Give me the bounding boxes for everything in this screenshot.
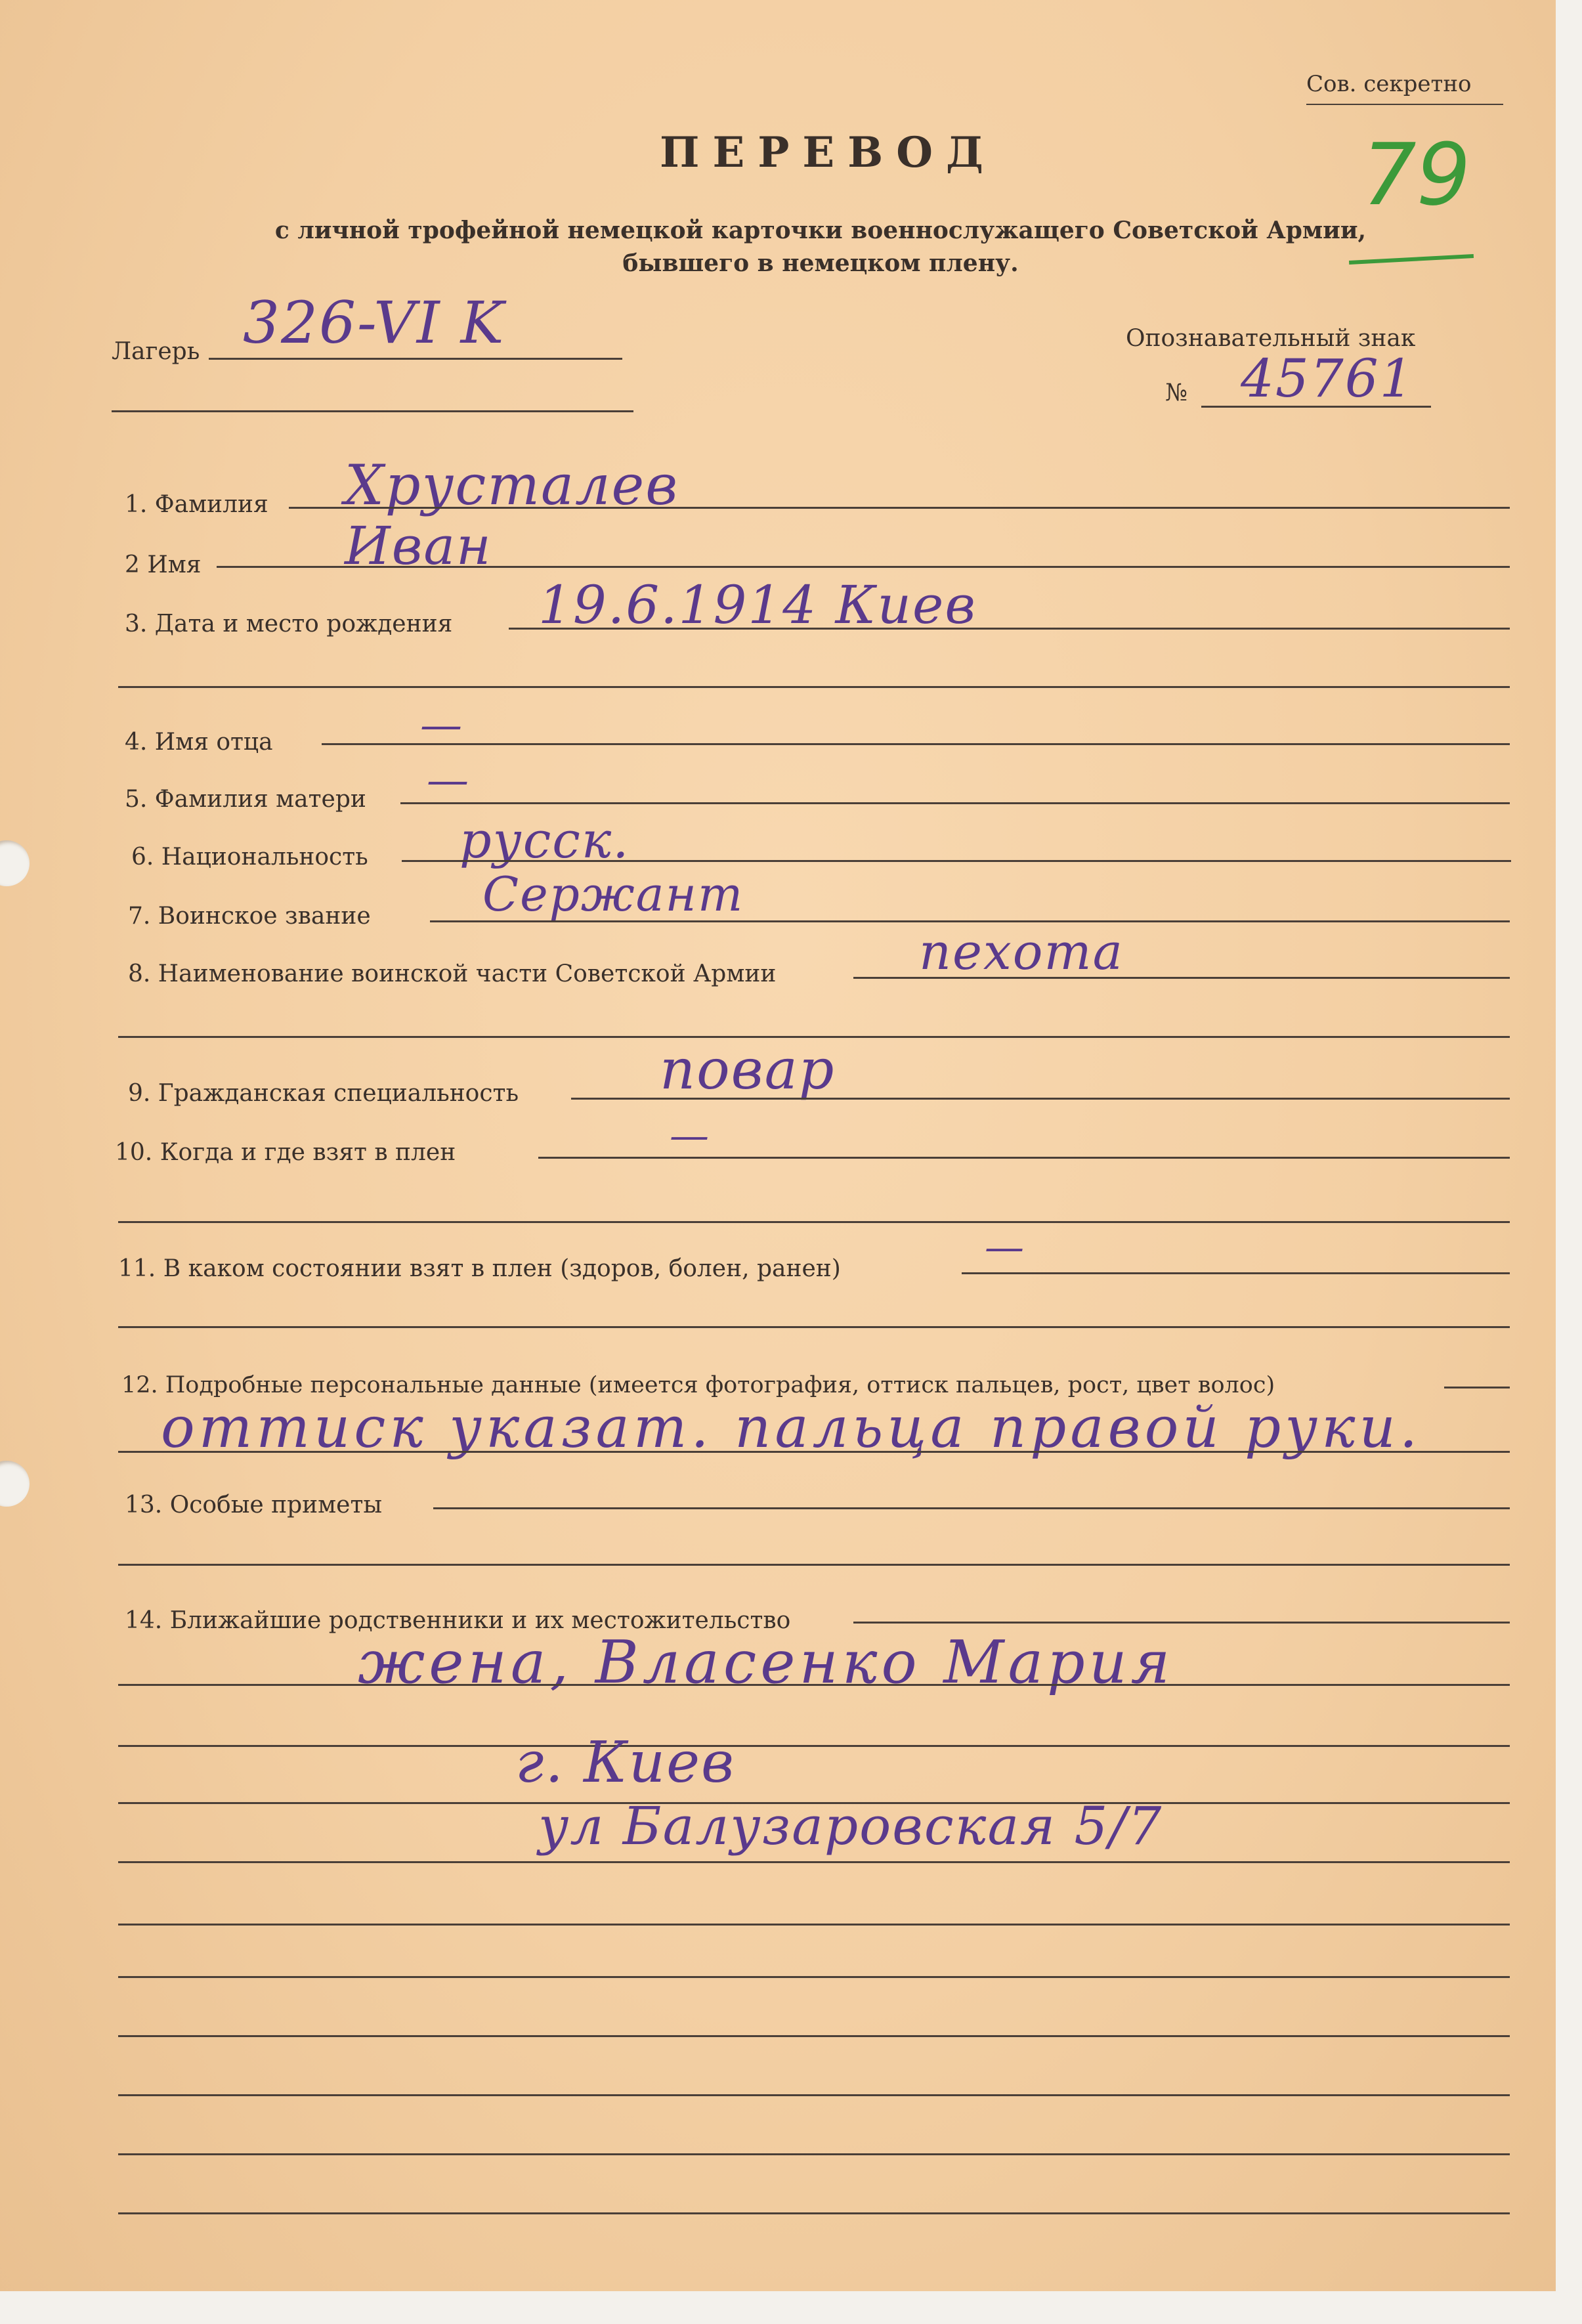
field-label-surname: 1. Фамилия [125,491,268,518]
field-value-captured: — [670,1113,710,1159]
field-line-relatives [853,1622,1510,1624]
blank-line-2 [118,1976,1510,1978]
relatives-address-city: г. Киев [515,1730,736,1796]
field-value-birth: 19.6.1914 Киев [538,574,977,635]
field-line-mother [400,802,1510,804]
id-tag-label: Опознавательный знак [1126,325,1416,352]
field-label-nationality: 6. Национальность [131,844,368,871]
id-tag-value: 45761 [1241,348,1415,409]
field-line-personal-data [1444,1387,1510,1388]
blank-line-5 [118,2153,1510,2155]
field-line-features-extra [118,1564,1510,1566]
document-title: ПЕРЕВОД [660,128,996,177]
field-line-name [217,566,1510,568]
blank-line-4 [118,2094,1510,2096]
paper-margin-right [1556,0,1582,2324]
archive-number: 79 [1362,125,1471,225]
field-line-birth-extra [118,686,1510,688]
field-value-nationality: русск. [460,811,630,869]
field-label-condition: 11. В каком состоянии взят в плен (здоров, болен, ранен) [118,1255,841,1282]
field-label-features: 13. Особые приметы [125,1492,383,1518]
blank-line-6 [118,2212,1510,2214]
blank-line-3 [118,2035,1510,2037]
field-line-condition-extra [118,1326,1510,1328]
paper-margin-bottom [0,2291,1582,2324]
field-value-personal-data: оттиск указат. пальца правой руки. [161,1395,1422,1461]
field-line-surname [289,507,1510,509]
field-label-captured: 10. Когда и где взят в плен [115,1139,456,1166]
field-value-condition: — [985,1224,1025,1270]
id-tag-line [1201,406,1431,408]
field-value-surname: Хрусталев [345,453,679,517]
binder-hole-top [0,840,30,886]
field-line-personal-data-extra [118,1451,1510,1453]
field-value-rank: Сержант [482,867,744,922]
field-label-rank: 7. Воинское звание [128,903,371,930]
field-line-unit [853,977,1510,979]
field-label-relatives: 14. Ближайшие родственники и их местожительство [125,1607,791,1634]
field-line-relatives-2 [118,1684,1510,1686]
id-tag-number-label: № [1165,379,1188,406]
binder-hole-bottom [0,1461,30,1507]
camp-line-1 [209,358,622,360]
blank-line-1 [118,1924,1510,1926]
field-value-name: Иван [345,515,492,576]
field-label-profession: 9. Гражданская специальность [128,1080,519,1107]
camp-label: Лагерь [112,338,200,365]
field-line-features [433,1507,1510,1509]
field-line-father [322,743,1510,745]
document-subtitle-line1: с личной трофейной немецкой карточки военнослужащего Советской Армии, [274,217,1367,244]
field-value-mother: — [427,756,470,805]
relatives-address-street: ул Балузаровская 5/7 [538,1796,1163,1857]
field-label-unit: 8. Наименование воинской части Советской Армии [128,960,777,987]
field-label-personal-data: 12. Подробные персональные данные (имеется фотография, оттиск пальцев, рост, цвет волос) [121,1372,1275,1398]
field-line-captured [538,1157,1510,1159]
classification-underline [1306,104,1503,105]
field-label-name: 2 Имя [125,551,202,578]
field-value-profession: повар [660,1037,836,1102]
field-line-captured-extra [118,1221,1510,1223]
field-line-nationality [402,860,1511,862]
camp-value: 326-VI K [243,289,505,356]
field-label-birth: 3. Дата и место рождения [125,611,453,637]
field-line-birth [509,628,1510,630]
field-line-relatives-3 [118,1745,1510,1747]
field-line-relatives-5 [118,1861,1510,1863]
field-label-father: 4. Имя отца [125,729,273,756]
classification-label: Сов. секретно [1306,71,1472,97]
field-value-relatives: жена, Власенко Мария [358,1628,1174,1697]
camp-line-2 [112,410,633,412]
field-line-condition [962,1272,1510,1274]
field-value-unit: пехота [919,922,1124,981]
document-subtitle-line2: бывшего в немецком плену. [622,249,1019,277]
field-line-profession [571,1098,1510,1100]
field-label-mother: 5. Фамилия матери [125,786,366,813]
field-value-father: — [420,701,463,750]
